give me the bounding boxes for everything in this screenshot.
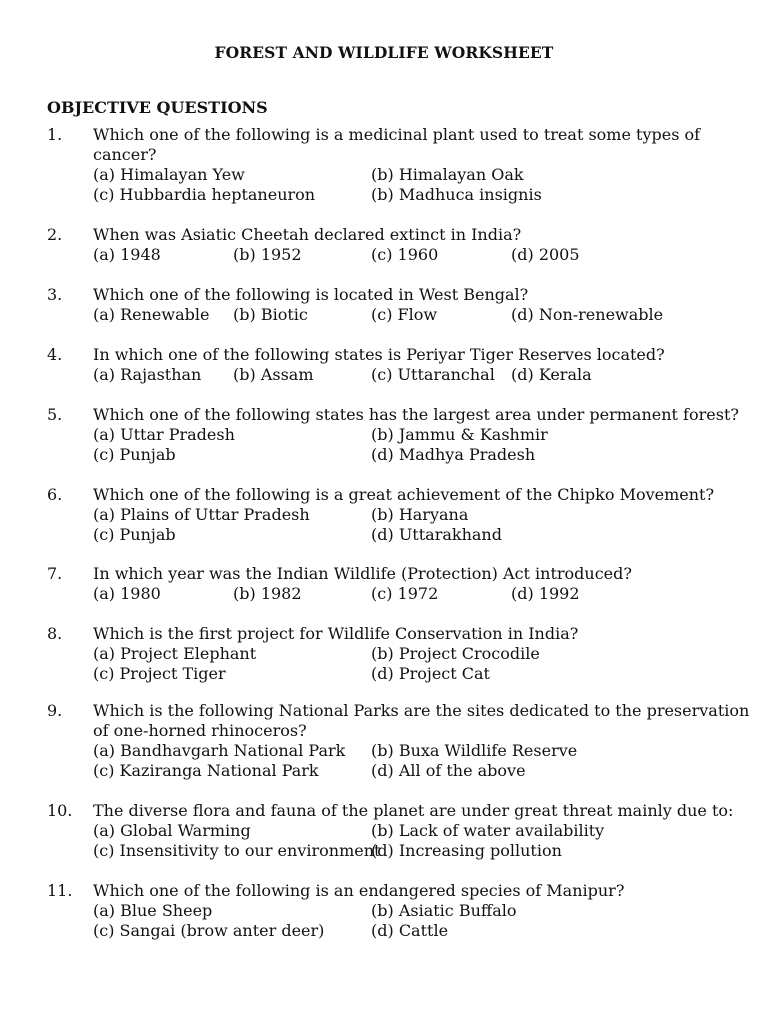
question-text: When was Asiatic Cheetah declared extinct in India? <box>93 225 522 244</box>
answer-option: (a) Himalayan Yew <box>93 165 245 184</box>
answer-option: (c) Flow <box>371 305 438 324</box>
question-number: 10. <box>47 801 73 820</box>
answer-option: (d) Increasing pollution <box>371 841 562 860</box>
question-number: 9. <box>47 701 63 720</box>
answer-option: (c) Project Tiger <box>93 664 226 683</box>
answer-option: (b) Lack of water availability <box>371 821 605 840</box>
answer-option: (c) 1972 <box>371 584 439 603</box>
answer-option: (b) Madhuca insignis <box>371 185 542 204</box>
question-text: Which one of the following is a medicinal plant used to treat some types of <box>93 125 701 144</box>
question-number: 5. <box>47 405 63 424</box>
question-text: In which one of the following states is Periyar Tiger Reserves located? <box>93 345 665 364</box>
answer-option: (b) Haryana <box>371 505 469 524</box>
answer-option: (a) Global Warming <box>93 821 251 840</box>
question-text: of one-horned rhinoceros? <box>93 721 307 740</box>
answer-option: (b) 1982 <box>233 584 302 603</box>
answer-option: (b) Jammu & Kashmir <box>371 425 548 444</box>
answer-option: (c) Punjab <box>93 445 176 464</box>
answer-option: (b) Assam <box>233 365 314 384</box>
answer-option: (d) Cattle <box>371 921 449 940</box>
answer-option: (a) 1948 <box>93 245 161 264</box>
answer-option: (a) Rajasthan <box>93 365 202 384</box>
answer-option: (a) Uttar Pradesh <box>93 425 235 444</box>
answer-option: (d) 2005 <box>511 245 580 264</box>
answer-option: (c) Kaziranga National Park <box>93 761 319 780</box>
page-title: FOREST AND WILDLIFE WORKSHEET <box>214 43 554 62</box>
answer-option: (d) Kerala <box>511 365 592 384</box>
answer-option: (b) Himalayan Oak <box>371 165 524 184</box>
question-text: The diverse flora and fauna of the planet are under great threat mainly due to: <box>93 801 734 820</box>
answer-option: (d) Madhya Pradesh <box>371 445 536 464</box>
answer-option: (a) 1980 <box>93 584 161 603</box>
question-number: 11. <box>47 881 73 900</box>
answer-option: (b) Buxa Wildlife Reserve <box>371 741 578 760</box>
question-number: 2. <box>47 225 63 244</box>
answer-option: (c) Insensitivity to our environment <box>93 841 381 860</box>
answer-option: (a) Blue Sheep <box>93 901 213 920</box>
question-number: 4. <box>47 345 63 364</box>
question-text: Which one of the following states has the largest area under permanent forest? <box>93 405 739 424</box>
section-heading: OBJECTIVE QUESTIONS <box>47 98 268 117</box>
answer-option: (b) Asiatic Buffalo <box>371 901 517 920</box>
question-text: Which is the first project for Wildlife Conservation in India? <box>93 624 579 643</box>
question-text: In which year was the Indian Wildlife (Protection) Act introduced? <box>93 564 632 583</box>
question-text: Which is the following National Parks are the sites dedicated to the preservation <box>93 701 750 720</box>
answer-option: (a) Plains of Uttar Pradesh <box>93 505 310 524</box>
question-text: Which one of the following is located in West Bengal? <box>93 285 529 304</box>
question-text: cancer? <box>93 145 157 164</box>
question-number: 6. <box>47 485 63 504</box>
answer-option: (b) Biotic <box>233 305 308 324</box>
question-number: 8. <box>47 624 63 643</box>
question-number: 1. <box>47 125 63 144</box>
answer-option: (c) Sangai (brow anter deer) <box>93 921 325 940</box>
question-text: Which one of the following is a great achievement of the Chipko Movement? <box>93 485 715 504</box>
answer-option: (c) Hubbardia heptaneuron <box>93 185 316 204</box>
answer-option: (c) 1960 <box>371 245 439 264</box>
answer-option: (a) Bandhavgarh National Park <box>93 741 346 760</box>
answer-option: (d) All of the above <box>371 761 526 780</box>
answer-option: (d) 1992 <box>511 584 580 603</box>
answer-option: (b) 1952 <box>233 245 302 264</box>
answer-option: (a) Renewable <box>93 305 210 324</box>
answer-option: (d) Uttarakhand <box>371 525 502 544</box>
question-number: 7. <box>47 564 63 583</box>
question-text: Which one of the following is an endangered species of Manipur? <box>93 881 625 900</box>
answer-option: (b) Project Crocodile <box>371 644 540 663</box>
answer-option: (a) Project Elephant <box>93 644 257 663</box>
answer-option: (c) Punjab <box>93 525 176 544</box>
answer-option: (d) Project Cat <box>371 664 490 683</box>
question-number: 3. <box>47 285 63 304</box>
answer-option: (c) Uttaranchal <box>371 365 495 384</box>
answer-option: (d) Non-renewable <box>511 305 664 324</box>
